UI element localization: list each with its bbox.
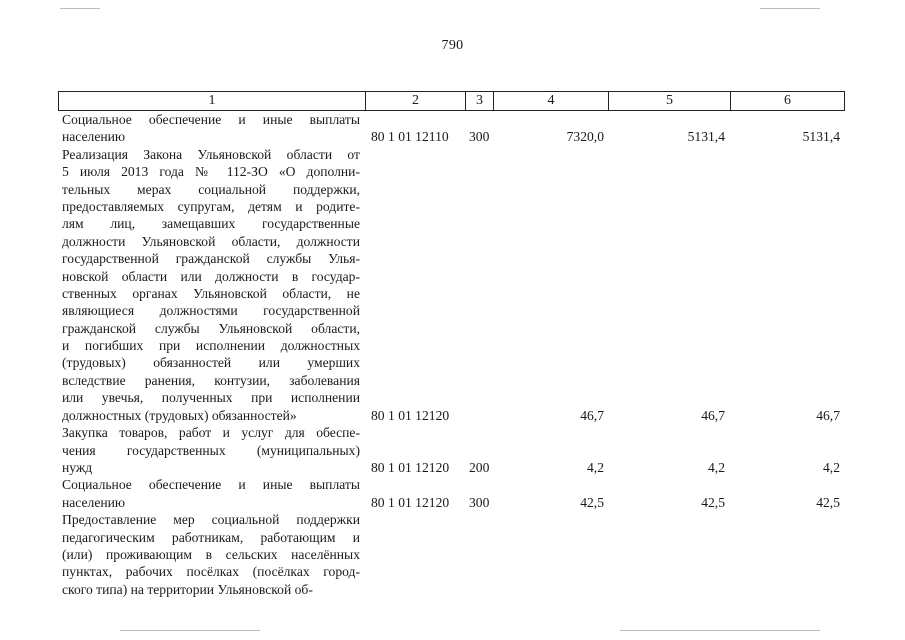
description-line: государственной гражданской службы Улья- bbox=[62, 251, 360, 267]
value-col-6: 42,5 bbox=[816, 494, 840, 510]
budget-code: 80 1 01 12120 bbox=[371, 407, 450, 423]
description-line: являющиеся должностями государственной bbox=[62, 303, 360, 319]
header-col-5: 5 bbox=[609, 92, 731, 111]
budget-code: 80 1 01 12120 bbox=[371, 494, 450, 510]
description-line: ственных органах Ульяновской области, не bbox=[62, 285, 360, 301]
description-line: (или) проживающим в сельских населённых bbox=[62, 546, 360, 562]
value-col-6: 46,7 bbox=[816, 407, 840, 423]
value-col-4: 42,5 bbox=[580, 494, 604, 510]
description-line: Социальное обеспечение и иные выплаты bbox=[62, 477, 360, 493]
value-col-4: 7320,0 bbox=[566, 129, 604, 145]
description-line: вследствие ранения, контузии, заболевания bbox=[62, 372, 360, 388]
row-description bbox=[62, 111, 360, 146]
description-line: тельных мерах социальной поддержки, bbox=[62, 181, 360, 197]
row-description bbox=[62, 476, 360, 511]
description-line: гражданской службы Ульяновской области, bbox=[62, 320, 360, 336]
description-line: предоставляемых супругам, детям и родите- bbox=[62, 198, 360, 214]
description-line: Реализация Закона Ульяновской области от bbox=[62, 146, 360, 162]
description-line: пунктах, рабочих посёлках (посёлках город- bbox=[62, 564, 360, 580]
description-line: населению bbox=[62, 129, 126, 145]
description-line: (трудовых) обязанностей или умерших bbox=[62, 355, 360, 371]
page-number: 790 bbox=[441, 38, 464, 53]
value-col-4: 4,2 bbox=[587, 460, 604, 475]
row-description bbox=[62, 146, 360, 424]
description-line: должностных (трудовых) обязанностей» bbox=[62, 407, 297, 423]
description-line: педагогическим работникам, работающим и bbox=[62, 529, 360, 545]
description-line: новской области или должности в государ- bbox=[62, 268, 360, 284]
row-description bbox=[62, 424, 360, 476]
budget-code: 80 1 01 12120 bbox=[371, 460, 450, 475]
description-line: или увечья, полученных при исполнении bbox=[62, 390, 360, 406]
expense-type: 200 bbox=[469, 460, 490, 475]
description-line: лям лиц, замещавших государственные bbox=[62, 216, 360, 232]
description-line: ского типа) на территории Ульяновской об- bbox=[62, 581, 313, 597]
description-line: чения государственных (муниципальных) bbox=[62, 442, 360, 458]
header-col-3: 3 bbox=[466, 92, 494, 111]
description-line: Социальное обеспечение и иные выплаты bbox=[62, 112, 360, 127]
header-col-2: 2 bbox=[366, 92, 466, 111]
description-line: 5 июля 2013 года № 112-ЗО «О дополни- bbox=[62, 164, 360, 180]
description-line: и погибших при исполнении должностных bbox=[62, 338, 360, 354]
expense-type: 300 bbox=[469, 129, 490, 145]
description-line: Предоставление мер социальной поддержки bbox=[62, 512, 360, 528]
description-line: населению bbox=[62, 494, 126, 510]
value-col-5: 42,5 bbox=[701, 494, 725, 510]
row-description bbox=[62, 511, 360, 598]
value-col-6: 4,2 bbox=[823, 460, 840, 475]
description-line: нужд bbox=[62, 459, 93, 475]
budget-code: 80 1 01 12110 bbox=[371, 129, 449, 145]
header-col-6: 6 bbox=[731, 92, 845, 111]
value-col-5: 4,2 bbox=[708, 460, 725, 475]
value-col-5: 46,7 bbox=[701, 407, 725, 423]
description-line: должности Ульяновской области, должности bbox=[62, 233, 360, 249]
value-col-5: 5131,4 bbox=[687, 129, 725, 145]
description-line: Закупка товаров, работ и услуг для обеспе- bbox=[62, 425, 360, 441]
table-header bbox=[58, 91, 845, 111]
value-col-6: 5131,4 bbox=[802, 129, 840, 145]
value-col-4: 46,7 bbox=[580, 407, 604, 423]
header-col-1: 1 bbox=[59, 92, 366, 111]
expense-type: 300 bbox=[469, 494, 490, 510]
header-col-4: 4 bbox=[494, 92, 609, 111]
